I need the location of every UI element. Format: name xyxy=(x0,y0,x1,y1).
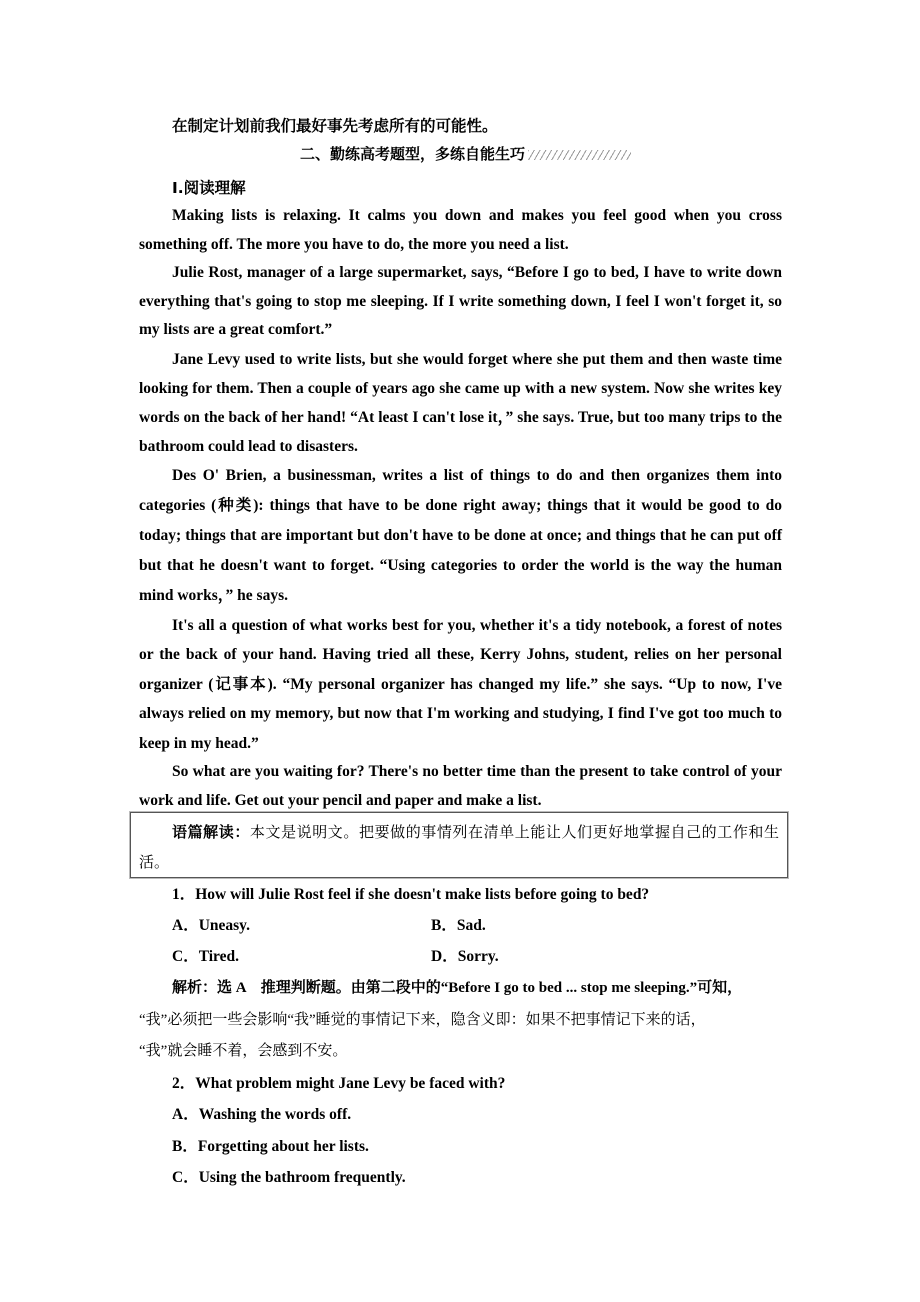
paragraph-3: Jane Levy used to write lists, but she would forget where she put them and then waste time looking for them. Then a couple of years ago she came up with a new system. Now she writes key words on the back of her hand! “At least I can't lose it，” she says. True, but too many trips to the bathroom could lead to disasters. xyxy=(139,350,782,455)
summary-label: 语篇解读： xyxy=(172,823,250,841)
intro-line: 在制定计划前我们最好事先考虑所有的可能性。 xyxy=(172,117,498,135)
section-heading xyxy=(300,143,631,164)
question-1-stem: 1．How will Julie Rost feel if she doesn't make lists before going to bed? xyxy=(172,886,650,903)
analysis-line-1 xyxy=(172,976,742,997)
paragraph-1: Making lists is relaxing. It calms you down and makes you feel good when you cross something off. The more you have to do, the more you need a list. xyxy=(139,207,782,253)
paragraph-4: Des O' Brien, a businessman, writes a list of things to do and then organizes them into categories (种类): things that have to be done right away; things that it would be good to do today; things that are important but don't have to be done at once; and things that he can put off but that he doesn't want to forget. “Using categories to order the world is the way the human mind works，” he says. xyxy=(139,466,782,604)
paragraph-5: It's all a question of what works best for you, whether it's a tidy notebook, a forest of notes or the back of your hand. Having tried all these, Kerry Johns, student, relies on her personal organizer (记事本). “My personal organizer has changed my life.” she says. “Up to now, I've always relied on my memory, but now that I'm working and studying, I find I've got too much to keep in my head.” xyxy=(139,616,782,752)
reading-passage xyxy=(139,202,782,815)
q1-option-c: C．Tired. xyxy=(172,948,240,965)
q1-option-a: A．Uneasy. xyxy=(172,917,250,934)
question-2-stem: 2．What problem might Jane Levy be faced with? xyxy=(172,1075,506,1092)
analysis-text-1: 选 A 推理判断题。由第二段中的“Before I go to bed ... stop me sleeping.”可知， xyxy=(217,980,743,996)
q1-option-b: B．Sad. xyxy=(431,917,486,934)
summary-text: 本文是说明文。把要做的事情列在清单上能让人们更好地掌握自己的工作和生活。 xyxy=(139,823,779,871)
analysis-label: 解析： xyxy=(172,978,218,996)
section-heading-text: 二、勤练高考题型，多练自能生巧 xyxy=(300,145,526,163)
hatch-decoration xyxy=(528,150,631,160)
summary-box xyxy=(130,812,788,878)
q2-option-a: A．Washing the words off. xyxy=(172,1106,352,1123)
paragraph-2: Julie Rost, manager of a large supermarket, says, “Before I go to bed, I have to write down everything that's going to stop me sleeping. If I write something down, I feel I won't forget it, so my lists are a great comfort.” xyxy=(139,264,782,338)
paragraph-6: So what are you waiting for? There's no better time than the present to take control of your work and life. Get out your pencil and paper and make a list. xyxy=(139,763,782,809)
analysis-line-3: “我”就会睡不着，会感到不安。 xyxy=(139,1043,348,1059)
q2-option-b: B．Forgetting about her lists. xyxy=(172,1138,369,1155)
q2-option-c: C．Using the bathroom frequently. xyxy=(172,1169,406,1186)
subsection-title: Ⅰ.阅读理解 xyxy=(172,179,246,197)
q1-option-d: D．Sorry. xyxy=(431,948,499,965)
analysis-line-2: “我”必须把一些会影响“我”睡觉的事情记下来，隐含义即：如果不把事情记下来的话， xyxy=(139,1012,706,1028)
